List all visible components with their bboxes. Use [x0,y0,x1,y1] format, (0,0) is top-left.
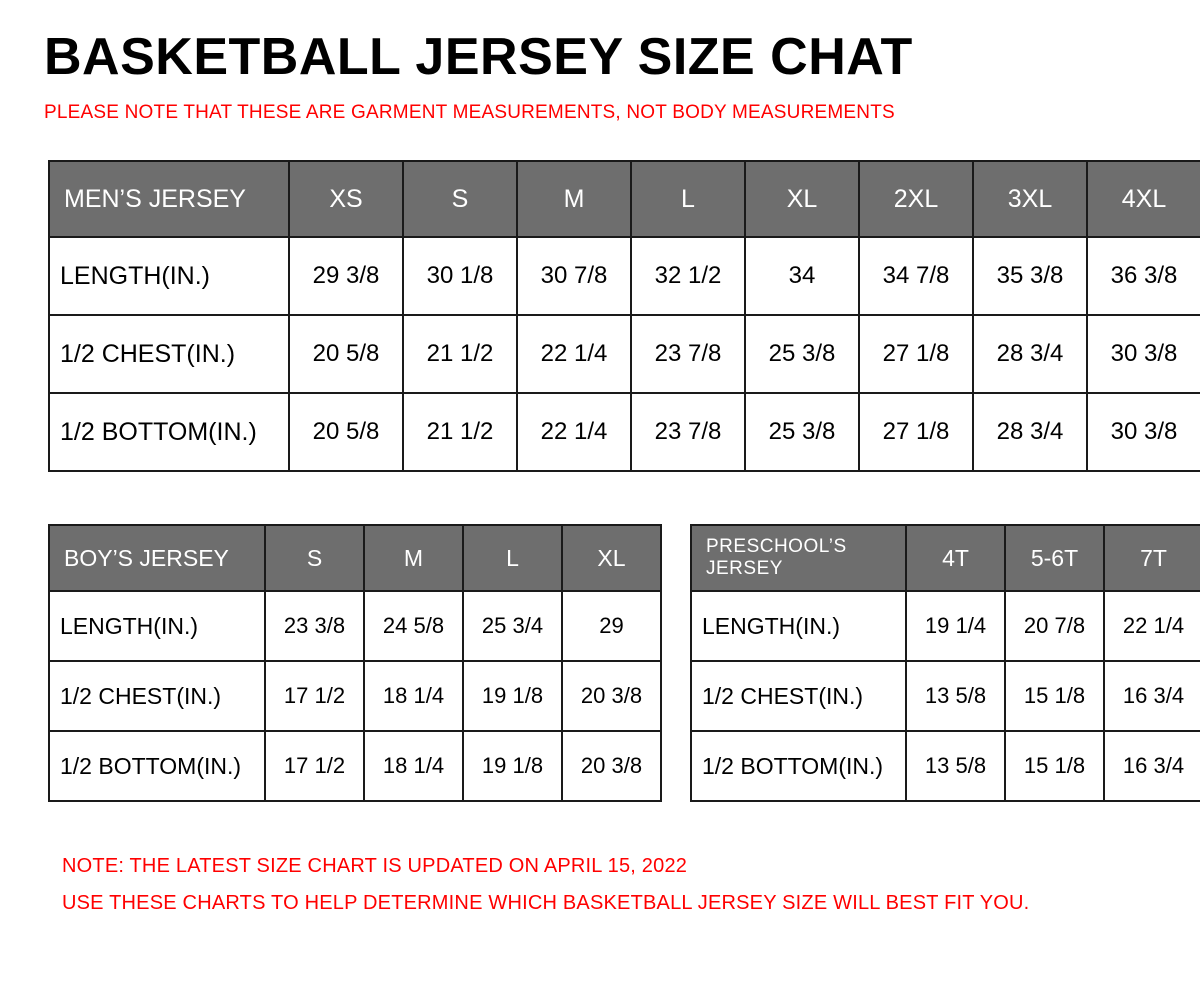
table-cell: 13 5/8 [906,731,1005,801]
row-label: 1/2 CHEST(IN.) [691,661,906,731]
mens-jersey-size-table [48,160,1200,472]
column-header: S [265,525,364,591]
table-cell: 18 1/4 [364,661,463,731]
table-row [691,661,1200,731]
table-cell: 23 7/8 [631,315,745,393]
table-header-row [49,161,1200,237]
table-cell: 32 1/2 [631,237,745,315]
column-header: 3XL [973,161,1087,237]
row-label: 1/2 CHEST(IN.) [49,315,289,393]
column-header: M [517,161,631,237]
table-cell: 19 1/4 [906,591,1005,661]
column-header: M [364,525,463,591]
row-label: 1/2 CHEST(IN.) [49,661,265,731]
column-header: XS [289,161,403,237]
table-cell: 36 3/8 [1087,237,1200,315]
table-cell: 30 3/8 [1087,393,1200,471]
table-row [691,591,1200,661]
table-row [49,315,1200,393]
column-header: 7T [1104,525,1200,591]
table-row [49,393,1200,471]
table-cell: 27 1/8 [859,393,973,471]
column-header: 4T [906,525,1005,591]
table-row [49,731,661,801]
boys-jersey-size-table [48,524,662,802]
column-header: PRESCHOOL’S JERSEY [691,525,906,591]
note-update-date: NOTE: THE LATEST SIZE CHART IS UPDATED ON APRIL 15, 2022 [62,855,688,878]
table-header-row [691,525,1200,591]
table-cell: 19 1/8 [463,661,562,731]
row-label: LENGTH(IN.) [49,591,265,661]
lower-tables-row [48,524,1185,802]
table-cell: 24 5/8 [364,591,463,661]
row-label: 1/2 BOTTOM(IN.) [691,731,906,801]
table-cell: 23 7/8 [631,393,745,471]
column-header: S [403,161,517,237]
table-row [49,591,661,661]
table-cell: 23 3/8 [265,591,364,661]
table-cell: 17 1/2 [265,661,364,731]
table-cell: 29 3/8 [289,237,403,315]
table-cell: 34 [745,237,859,315]
table-cell: 16 3/4 [1104,661,1200,731]
table-cell: 30 1/8 [403,237,517,315]
table-cell: 35 3/8 [973,237,1087,315]
column-header: MEN’S JERSEY [49,161,289,237]
table-cell: 30 7/8 [517,237,631,315]
column-header: L [463,525,562,591]
table-cell: 20 3/8 [562,661,661,731]
row-label: 1/2 BOTTOM(IN.) [49,731,265,801]
table-cell: 25 3/4 [463,591,562,661]
table-cell: 20 5/8 [289,393,403,471]
table-cell: 20 5/8 [289,315,403,393]
column-header: 4XL [1087,161,1200,237]
table-cell: 25 3/8 [745,393,859,471]
column-header: 5-6T [1005,525,1104,591]
table-cell: 20 3/8 [562,731,661,801]
table-cell: 16 3/4 [1104,731,1200,801]
table-cell: 25 3/8 [745,315,859,393]
table-cell: 19 1/8 [463,731,562,801]
table-header-row [49,525,661,591]
bottom-notes [62,848,1176,922]
table-row [49,661,661,731]
table-cell: 18 1/4 [364,731,463,801]
note-usage: USE THESE CHARTS TO HELP DETERMINE WHICH BASKETBALL JERSEY SIZE WILL BEST FIT YOU. [62,892,1030,915]
table-row [691,731,1200,801]
table-cell: 30 3/8 [1087,315,1200,393]
row-label: LENGTH(IN.) [49,237,289,315]
table-cell: 21 1/2 [403,315,517,393]
column-header: BOY’S JERSEY [49,525,265,591]
table-cell: 15 1/8 [1005,731,1104,801]
table-cell: 34 7/8 [859,237,973,315]
table-cell: 13 5/8 [906,661,1005,731]
column-header: L [631,161,745,237]
page-title: BASKETBALL JERSEY SIZE CHAT [44,28,913,86]
row-label: 1/2 BOTTOM(IN.) [49,393,289,471]
preschool-jersey-size-table [690,524,1200,802]
table-cell: 27 1/8 [859,315,973,393]
column-header: XL [745,161,859,237]
table-cell: 22 1/4 [1104,591,1200,661]
table-cell: 20 7/8 [1005,591,1104,661]
table-row [49,237,1200,315]
column-header: XL [562,525,661,591]
table-cell: 28 3/4 [973,315,1087,393]
table-cell: 22 1/4 [517,393,631,471]
column-header: 2XL [859,161,973,237]
garment-measurement-note: PLEASE NOTE THAT THESE ARE GARMENT MEASUREMENTS, NOT BODY MEASUREMENTS [44,101,895,123]
table-cell: 28 3/4 [973,393,1087,471]
table-cell: 21 1/2 [403,393,517,471]
table-cell: 17 1/2 [265,731,364,801]
row-label: LENGTH(IN.) [691,591,906,661]
table-cell: 15 1/8 [1005,661,1104,731]
table-cell: 22 1/4 [517,315,631,393]
table-cell: 29 [562,591,661,661]
